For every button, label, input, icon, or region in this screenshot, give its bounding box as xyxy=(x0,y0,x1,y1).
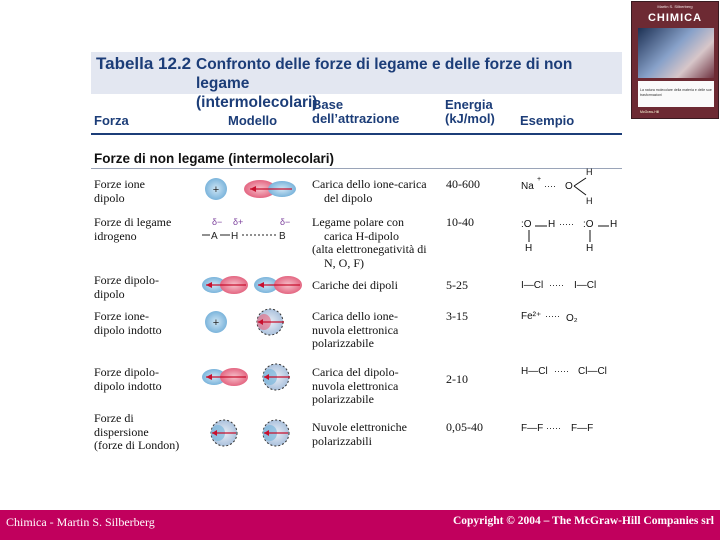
model-ion-induced-dipole xyxy=(205,309,284,335)
row-1-forza-line-2: dipolo xyxy=(94,190,125,205)
delta-plus-h: δ+ xyxy=(233,217,244,227)
header-base xyxy=(312,98,399,126)
row-5-base-line-2: nuvola elettronica xyxy=(312,378,399,393)
footer-copyright: Copyright © 2004 – The McGraw-Hill Companies srl xyxy=(452,515,714,527)
example-hbond-bonds xyxy=(520,220,620,244)
row-6-forza-line-3: (forze di London) xyxy=(94,438,180,452)
cation-sign: + xyxy=(212,184,220,196)
row-6-base-line-1: Nuvole elettroniche xyxy=(312,420,407,434)
example-fe-dots: ····· xyxy=(545,311,560,321)
table-title xyxy=(196,55,616,112)
row-2-forza xyxy=(94,216,171,243)
example-na-dots: ···· xyxy=(544,181,556,191)
example-hcl: H—Cl xyxy=(521,366,548,377)
row-5-energia: 2-10 xyxy=(446,372,468,386)
model-hydrogen-bond xyxy=(202,217,290,242)
table-number: Tabella 12.2 xyxy=(96,54,192,73)
book-cover-art xyxy=(638,28,714,78)
header-base-line-2: dell’attrazione xyxy=(312,111,400,126)
header-esempio: Esempio xyxy=(520,113,575,128)
header-energia-line-2: (kJ/mol) xyxy=(445,111,495,126)
row-2-energia: 10-40 xyxy=(446,215,474,229)
row-6-energia: 0,05-40 xyxy=(446,420,483,434)
example-h3: H xyxy=(525,243,533,254)
delta-minus-a: δ− xyxy=(212,217,223,227)
example-fe: Fe²⁺ xyxy=(521,311,542,322)
book-publisher: McGraw-Hill xyxy=(640,110,660,114)
header-modello: Modello xyxy=(228,113,278,128)
example-h-top: H xyxy=(586,167,593,177)
row-6-base-line-2: polarizzabili xyxy=(312,433,372,448)
row-1-base xyxy=(312,178,427,205)
example-f2-1: F—F xyxy=(521,423,544,434)
example-o2: :O xyxy=(583,219,594,230)
example-icl-1: I—Cl xyxy=(521,280,544,291)
header-energia xyxy=(445,98,495,126)
example-hcl-dots: ····· xyxy=(554,366,569,376)
row-3-base xyxy=(312,279,398,293)
row-4-base xyxy=(312,310,398,351)
example-icl-dots: ····· xyxy=(549,280,564,290)
example-h4: H xyxy=(586,243,594,254)
row-1-forza xyxy=(94,178,145,205)
row-2-forza-line-2: idrogeno xyxy=(94,228,137,243)
example-o: O xyxy=(565,181,573,192)
row-5-forza-line-2: dipolo indotto xyxy=(94,378,162,393)
row-1-base-line-2: del dipolo xyxy=(324,190,373,205)
example-o1: :O xyxy=(521,219,532,230)
table-title-line-2: (intermolecolari) xyxy=(196,94,318,111)
example-f2-2: F—F xyxy=(571,423,594,434)
header-base-line-1: Base xyxy=(312,97,344,112)
row-4-base-line-3: polarizzabile xyxy=(312,336,374,350)
atom-a: A xyxy=(211,231,218,242)
footer-left: Chimica - Martin S. Silberberg xyxy=(6,515,155,529)
example-h-bottom: H xyxy=(586,196,593,206)
row-5-base xyxy=(312,366,399,407)
book-cover xyxy=(631,1,719,119)
row-2-base-line-2: carica H-dipolo xyxy=(324,228,399,243)
row-2-forza-line-1: Forze di legame xyxy=(94,215,172,229)
model-ion-dipole xyxy=(205,178,296,200)
row-1-base-line-1: Carica dello ione-carica xyxy=(312,177,427,191)
example-h2: H xyxy=(610,219,618,230)
atom-h: H xyxy=(231,231,239,242)
row-5-forza-line-1: Forze dipolo- xyxy=(94,365,159,379)
book-author: Martin S. Silberberg xyxy=(657,4,693,9)
ion-sign: + xyxy=(212,317,220,329)
row-3-forza-line-1: Forze dipolo- xyxy=(94,273,159,287)
atom-b: B xyxy=(279,231,286,242)
section-rule xyxy=(91,168,622,169)
example-icl-2: I—Cl xyxy=(574,280,597,291)
row-3-base-line-1: Cariche dei dipoli xyxy=(312,278,398,292)
header-forza: Forza xyxy=(94,113,129,128)
row-4-base-line-2: nuvola elettronica xyxy=(312,322,399,337)
row-2-base-line-1: Legame polare con xyxy=(312,215,404,229)
row-2-base-line-3: (alta elettronegatività di xyxy=(312,242,427,256)
model-dispersion xyxy=(211,420,289,446)
example-cl2: Cl—Cl xyxy=(578,366,607,377)
row-6-forza-line-2: dispersione xyxy=(94,424,149,439)
example-hbond-dots: ····· xyxy=(559,219,574,229)
row-3-energia: 5-25 xyxy=(446,278,468,292)
row-1-forza-line-1: Forze ione xyxy=(94,177,145,191)
header-rule xyxy=(91,133,622,135)
header-energia-line-1: Energia xyxy=(445,97,493,112)
example-o2: O₂ xyxy=(566,313,578,324)
model-dipole-dipole xyxy=(202,276,302,294)
row-2-base xyxy=(312,216,427,270)
row-4-forza-line-2: dipolo indotto xyxy=(94,322,162,337)
row-3-forza-line-2: dipolo xyxy=(94,286,125,301)
row-1-energia: 40-600 xyxy=(446,177,480,191)
delta-minus-b: δ− xyxy=(280,217,291,227)
row-3-forza xyxy=(94,274,159,301)
row-4-forza-line-1: Forze ione- xyxy=(94,309,149,323)
row-2-base-line-4: N, O, F) xyxy=(324,255,365,270)
model-illustrations xyxy=(200,172,310,452)
row-4-base-line-1: Carica dello ione- xyxy=(312,309,398,323)
example-na-charge: + xyxy=(537,176,542,183)
row-5-forza xyxy=(94,366,162,393)
row-4-forza xyxy=(94,310,162,337)
book-title: CHIMICA xyxy=(647,12,703,24)
row-6-forza-line-1: Forze di xyxy=(94,411,134,425)
row-5-base-line-3: polarizzabile xyxy=(312,392,374,406)
example-f2-dots: ····· xyxy=(546,423,561,433)
section-title: Forze di non legame (intermolecolari) xyxy=(94,151,335,166)
row-6-base xyxy=(312,421,407,448)
model-dipole-induced-dipole xyxy=(202,364,290,390)
example-water-bonds xyxy=(572,174,588,198)
row-6-forza xyxy=(94,412,179,453)
table-title-line-1: Confronto delle forze di legame e delle forze di non legame xyxy=(196,56,573,92)
row-4-energia: 3-15 xyxy=(446,309,468,323)
row-5-base-line-1: Carica del dipolo- xyxy=(312,365,399,379)
book-subtitle: La natura molecolare della materia e delle sue trasformazioni xyxy=(640,88,712,97)
example-h1: H xyxy=(548,219,556,230)
example-na: Na xyxy=(521,181,534,192)
